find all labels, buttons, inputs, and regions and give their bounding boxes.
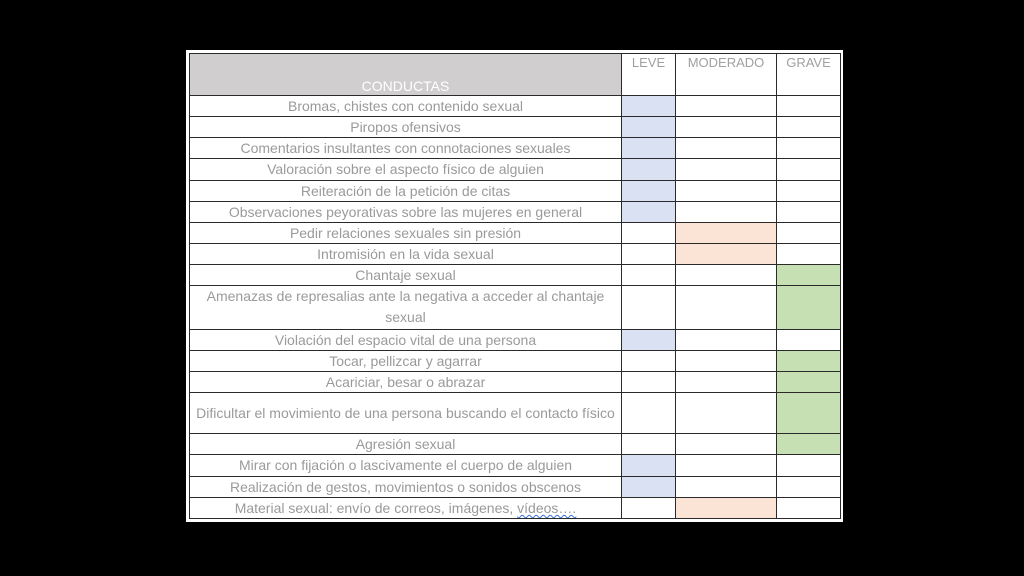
conducta-cell [190,371,622,392]
nivel-cell-moderado [676,243,777,264]
nivel-cell-grave [777,286,841,329]
conducta-cell [190,243,622,264]
nivel-cell-moderado [676,180,777,201]
conducta-cell [190,286,622,329]
conducta-text: Bromas, chistes con contenido sexual [287,98,523,115]
header-row [190,54,841,96]
nivel-cell-grave [777,180,841,201]
header-leve: LEVE [622,54,676,96]
nivel-cell-moderado [676,497,777,518]
nivel-cell-leve [622,222,676,243]
nivel-cell-moderado [676,159,777,180]
nivel-cell-moderado [676,329,777,350]
nivel-cell-grave [777,96,841,117]
table-row [190,201,841,222]
conducta-cell [190,96,622,117]
conducta-cell [190,455,622,476]
nivel-cell-grave [777,455,841,476]
table-row [190,476,841,497]
table-row [190,350,841,371]
table-row [190,180,841,201]
conducta-cell [190,117,622,138]
header-grave: GRAVE [777,54,841,96]
conducta-text: Chantaje sexual [355,267,456,284]
nivel-cell-grave [777,222,841,243]
conducta-text: Material sexual: envío de correos, imágenes, vídeos…. [234,499,577,516]
conducta-text: Mirar con fijación o lascivamente el cuerpo de alguien [238,457,573,474]
nivel-cell-moderado [676,265,777,286]
conducta-cell [190,265,622,286]
conducta-cell [190,201,622,222]
nivel-cell-grave [777,497,841,518]
nivel-cell-leve [622,96,676,117]
nivel-cell-leve [622,201,676,222]
nivel-cell-grave [777,159,841,180]
conducta-text: Pedir relaciones sexuales sin presión [289,224,522,241]
conducta-text: Observaciones peyorativas sobre las mujeres en general [228,203,583,220]
conducta-text: Reiteración de la petición de citas [300,182,511,199]
table-row [190,392,841,433]
nivel-cell-grave [777,265,841,286]
nivel-cell-leve [622,159,676,180]
nivel-cell-leve [622,180,676,201]
table-row [190,371,841,392]
nivel-cell-moderado [676,138,777,159]
nivel-cell-moderado [676,392,777,433]
header-conductas: CONDUCTAS [190,54,622,96]
nivel-cell-grave [777,117,841,138]
nivel-cell-grave [777,434,841,455]
nivel-cell-leve [622,497,676,518]
nivel-cell-grave [777,350,841,371]
nivel-cell-moderado [676,350,777,371]
table-row [190,159,841,180]
table-row [190,222,841,243]
conducta-cell [190,476,622,497]
table-row [190,497,841,518]
conducta-text: Realización de gestos, movimientos o sonidos obscenos [230,478,581,495]
nivel-cell-grave [777,201,841,222]
table-row [190,138,841,159]
conducta-text: Valoración sobre el aspecto físico de alguien [267,161,544,178]
conducta-cell [190,138,622,159]
table-row [190,265,841,286]
spellcheck-underline: vídeos…. [517,499,577,516]
nivel-cell-moderado [676,222,777,243]
conducta-text: Tocar, pellizcar y agarrar [329,352,482,369]
conducta-text: Agresión sexual [355,436,456,453]
nivel-cell-grave [777,329,841,350]
conducta-cell [190,329,622,350]
table-row [190,286,841,329]
nivel-cell-leve [622,434,676,455]
nivel-cell-leve [622,117,676,138]
conductas-table [189,53,841,519]
table-row [190,434,841,455]
conducta-text: Intromisión en la vida sexual [317,246,494,263]
conducta-cell [190,392,622,433]
nivel-cell-moderado [676,371,777,392]
nivel-cell-leve [622,455,676,476]
nivel-cell-grave [777,476,841,497]
nivel-cell-moderado [676,286,777,329]
table-row [190,455,841,476]
conducta-text: Dificultar el movimiento de una persona buscando el contacto físico [196,404,615,421]
nivel-cell-leve [622,350,676,371]
nivel-cell-moderado [676,434,777,455]
nivel-cell-leve [622,265,676,286]
nivel-cell-grave [777,243,841,264]
table-row [190,329,841,350]
nivel-cell-grave [777,138,841,159]
header-moderado: MODERADO [676,54,777,96]
conducta-cell [190,350,622,371]
conducta-cell [190,180,622,201]
nivel-cell-leve [622,138,676,159]
nivel-cell-leve [622,476,676,497]
nivel-cell-moderado [676,476,777,497]
nivel-cell-moderado [676,96,777,117]
conducta-cell [190,159,622,180]
nivel-cell-moderado [676,201,777,222]
table-sheet [186,50,843,522]
conducta-cell [190,434,622,455]
conducta-cell [190,222,622,243]
conducta-text: Amenazas de represalias ante la negativa a acceder al chantaje sexual [206,288,605,326]
nivel-cell-moderado [676,117,777,138]
nivel-cell-grave [777,371,841,392]
nivel-cell-grave [777,392,841,433]
conducta-text: Comentarios insultantes con connotaciones sexuales [240,140,571,157]
table-body [190,96,841,519]
nivel-cell-moderado [676,455,777,476]
table-row [190,117,841,138]
conducta-text: Violación del espacio vital de una persona [274,331,537,348]
table-row [190,96,841,117]
conducta-text: Acariciar, besar o abrazar [325,373,486,390]
nivel-cell-leve [622,243,676,264]
conducta-text: Piropos ofensivos [350,119,461,136]
nivel-cell-leve [622,329,676,350]
table-row [190,243,841,264]
nivel-cell-leve [622,286,676,329]
conducta-cell [190,497,622,518]
nivel-cell-leve [622,392,676,433]
nivel-cell-leve [622,371,676,392]
